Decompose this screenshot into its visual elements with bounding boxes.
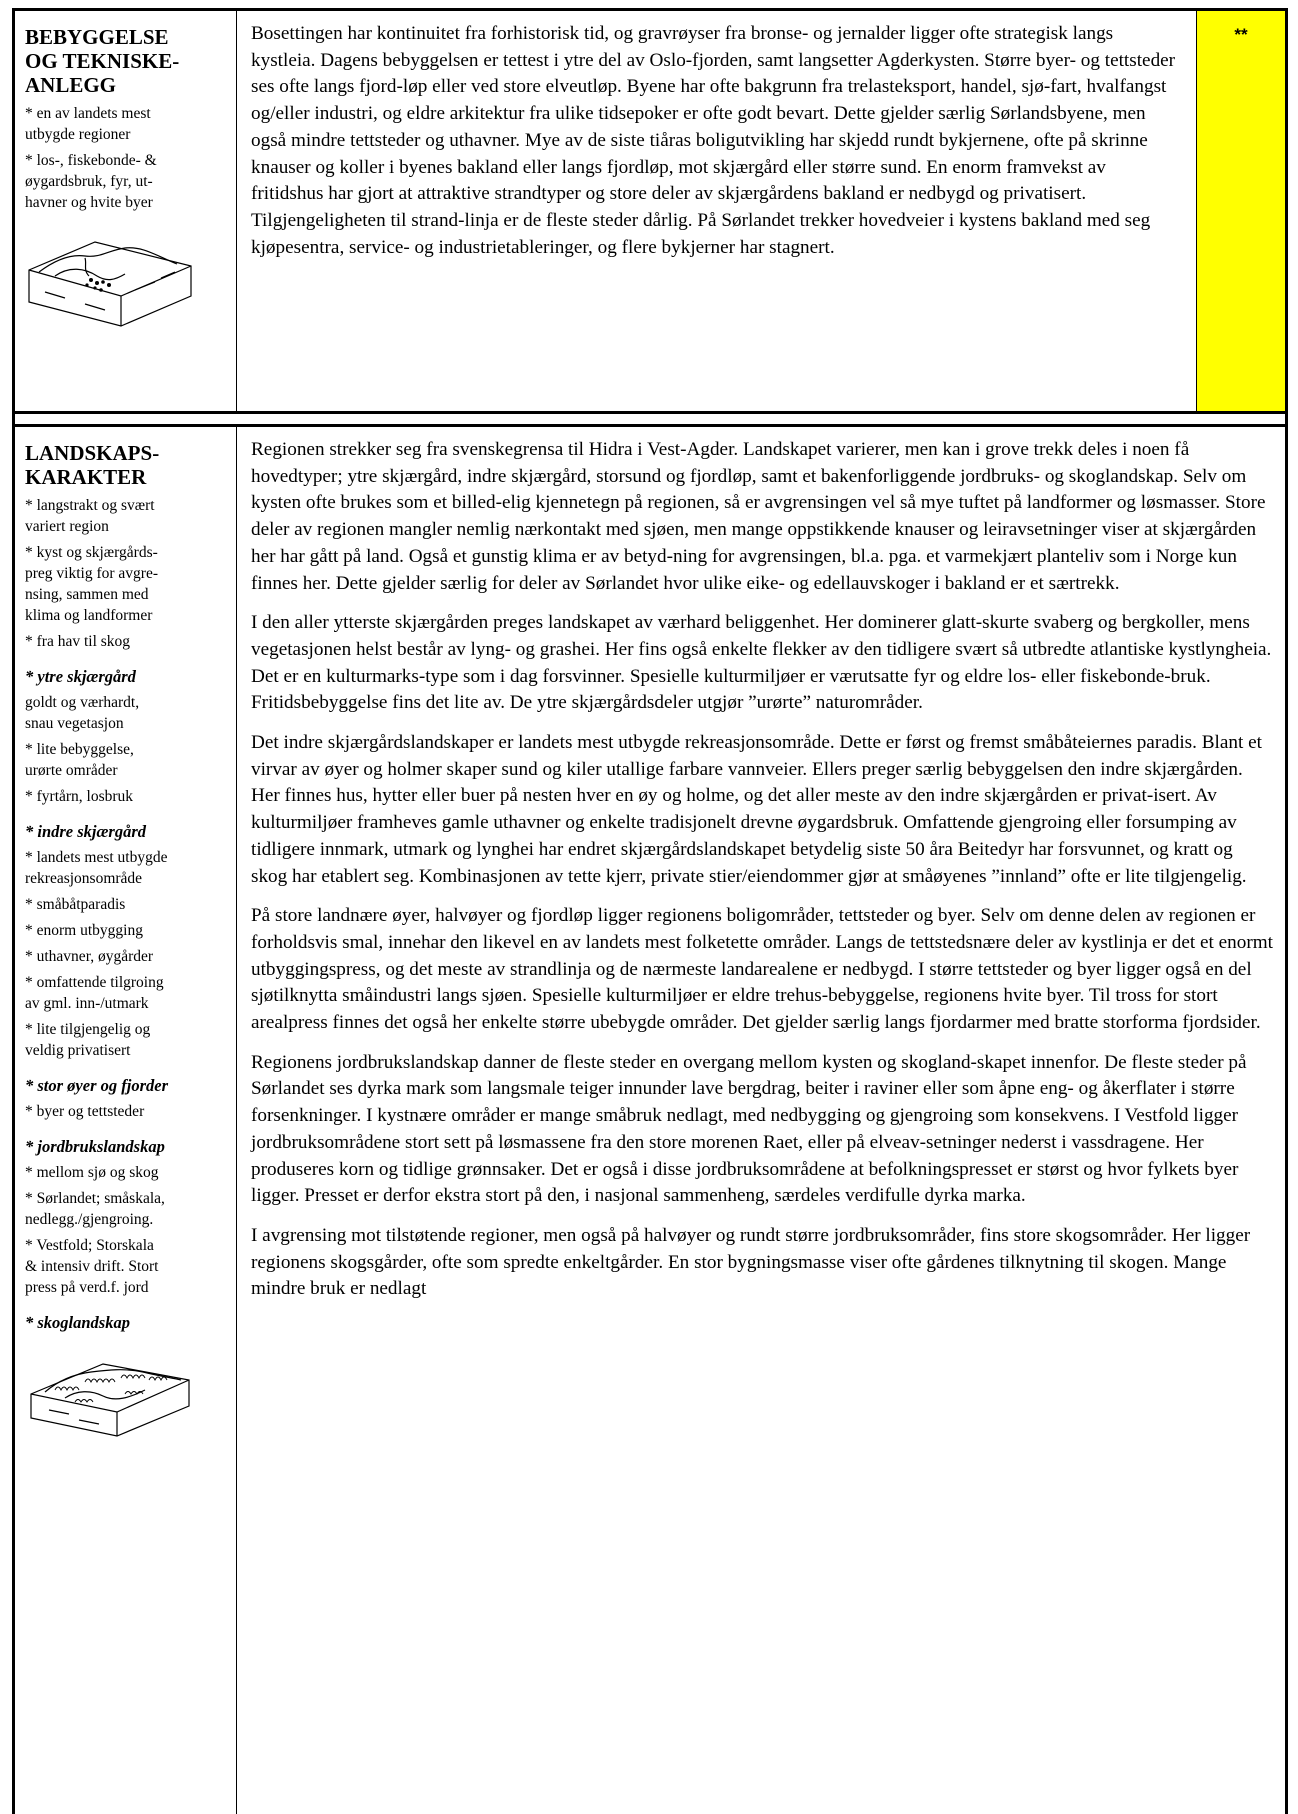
sidebar-note: * skoglandskap bbox=[25, 1313, 130, 1332]
paragraph: Bosettingen har kontinuitet fra forhistorisk tid, og gravrøyser fra bronse- og jernalder ligger ofte strategisk langs kystleia. Dagens bebyggelsen er tettest i ytre del av Oslo-fjorden, samt langsetter Agderkysten. Større byer- og tettsteder ses ofte langs fjord-løp eller ved store elveutløp. Byene har ofte bakgrunn fra trelasteksport, handel, sjø-fart, hvalfangst og/eller industri, og eldre arkitektur fra ulike tidsepoker er ofte godt bevart. Dette gjelder særlig Sørlandsbyene, men også mindre tettsteder og uthavner. Mye av de siste tiåras boligutvikling har skjedd rundt bykjernene, ofte på skrinne knauser og koller i byenes bakland eller langs fjordløp, mot skjærgård eller større sund. En enorm framvekst av fritidshus har gjort at attraktive strandtyper og store deler av skjærgårdens bakland er nedbygd og privatisert. Tilgjengeligheten til strand-linja er de fleste steder dårlig. På Sørlandet trekker hovedveier i kystens bakland med seg kjøpesentra, service- og industrietableringer, og flere bykjerner har stagnert. bbox=[251, 23, 1176, 258]
sidebar-bebyggelse bbox=[15, 11, 237, 411]
sidebar-note: * enorm utbygging bbox=[25, 922, 143, 939]
sidebar-note: * langstrakt og svært variert region bbox=[25, 497, 155, 535]
main-text-landskap bbox=[237, 427, 1285, 1814]
sidebar-note: * kyst og skjærgårds- preg viktig for avgre- nsing, sammen med klima og landformer bbox=[25, 544, 158, 624]
sidebar-note: * lite tilgjengelig og veldig privatisert bbox=[25, 1021, 151, 1059]
sidebar-note: * byer og tettsteder bbox=[25, 1103, 145, 1120]
sidebar-note: * ytre skjærgård bbox=[25, 667, 136, 686]
sidebar-note: * fyrtårn, losbruk bbox=[25, 788, 134, 805]
main-text-bebyggelse bbox=[237, 11, 1197, 411]
sidebar-note: * en av landets mest utbygde regioner bbox=[25, 105, 151, 143]
sidebar-note: * småbåtparadis bbox=[25, 896, 126, 913]
sidebar-note: * mellom sjø og skog bbox=[25, 1164, 159, 1181]
sidebar-note: * jordbrukslandskap bbox=[25, 1137, 165, 1156]
sidebar-note: * lite bebyggelse, urørte områder bbox=[25, 741, 134, 779]
sidebar-note: * stor øyer og fjorder bbox=[25, 1076, 168, 1095]
paragraph: Regionen strekker seg fra svenskegrensa til Hidra i Vest-Agder. Landskapet varierer, men kan i grove trekk deles i noen få hovedtyper; ytre skjærgård, indre skjærgård, storsund og fjordløp, samt et bakenforliggende jordbruks- og skoglandskap. Selv om kysten ofte brukes som et billed-elig kjennetegn på regionen, så er avgrensingen vel så mye tuftet på landformer og løsmasser. Store deler av regionen mangler nemlig nærkontakt med sjøen, men mange oppstikkende knauser og leiravsetninger viser at skjærgården her har gått på land. Også et gunstig klima er av betyd-ning for avgrensingen, bl.a. pga. et varmekjært planteliv som i Norge kun finnes her. Dette gjelder særlig for deler av Sørlandet hvor ulike eike- og edellauvskoger i bakland er et særtrekk. bbox=[251, 439, 1266, 594]
sidebar-note: * landets mest utbygde rekreasjonsområde bbox=[25, 849, 168, 887]
sidebar-note: * indre skjærgård bbox=[25, 822, 147, 841]
section-bebyggelse bbox=[15, 11, 1285, 414]
paragraph: Regionens jordbrukslandskap danner de fleste steder en overgang mellom kysten og skogland-skapet innenfor. De fleste steder på Sørlandet ses dyrka mark som langsmale teiger innunder lave bergdrag, beiter i raviner eller som åpne eng- og åkerflater i større forsenkninger. I kystnære områder er mange småbruk nedlagt, med nedbygging og gjengroing som konsekvens. I Vestfold ligger jordbruksområdene stort sett på løsmassene fra den store morenen Raet, eller på elveav-setninger nederst i vassdragene. Her produseres korn og tidlige grønnsaker. Det er også i disse jordbruksområdene at befolkningspresset er størst og hvor fylkets byer ligger. Presset er derfor ekstra stort på den, i nasjonal sammenheng, særdeles verdifulle dyrka marka. bbox=[251, 1051, 1247, 1207]
sidebar-note: * fra hav til skog bbox=[25, 633, 131, 650]
section-landskapskarakter bbox=[15, 424, 1285, 1814]
rating-stars: ** bbox=[1234, 25, 1248, 44]
sidebar-note: * Vestfold; Storskala & intensiv drift. Stort press på verd.f. jord bbox=[25, 1237, 159, 1296]
forest-landscape-sketch bbox=[25, 1350, 195, 1440]
paragraph: På store landnære øyer, halvøyer og fjordløp ligger regionens boligområder, tettsteder og byer. Selv om denne delen av regionen er forholdsvis smal, innehar den likevel en av landets mest folketette områder. Langs de tettstedsnære deler av kystlinja er det et enormt utbyggingspress, og det meste av strandlinja og de nærmeste landarealene er nedbygd. I større tettsteder og byer ligger også en del sjøtilknytta småindustri langs sjøen. Spesielle kulturmiljøer er eldre trehus-bebyggelse, regionens hvite byer. Til tross for stort arealpress finnes det også her enkelte større ubebygde områder. Det gjelder særlig langs fjordarmer med bratte storforma fjordsider. bbox=[251, 905, 1273, 1034]
sidebar-note: * uthavner, øygårder bbox=[25, 948, 154, 965]
coastal-settlement-sketch bbox=[25, 230, 195, 330]
section-heading: LANDSKAPS- KARAKTER bbox=[25, 441, 160, 489]
sidebar-note: * Sørlandet; småskala, nedlegg./gjengroing. bbox=[25, 1190, 165, 1228]
rating-cell bbox=[1197, 11, 1285, 411]
paragraph: I den aller ytterste skjærgården preges landskapet av værhard beliggenhet. Her dominerer glatt-skurte svaberg og bergkoller, mens vegetasjonen helst består av lyng- og grashei. Her fins også enkelte flekker av den tidligere svært så utbredte atlantiske kystlyngheia. Det er en kulturmarks-type som i dag forsvinner. Spesielle kulturmiljøer er værutsatte fyr og eldre los- eller fiskebonde-bruk. Fritidsbebyggelse fins det lite av. De ytre skjærgårdsdeler utgjør ”urørte” naturområder. bbox=[251, 612, 1272, 714]
sidebar-note: * los-, fiskebonde- & øygardsbruk, fyr, ut- havner og hvite byer bbox=[25, 152, 157, 211]
sidebar-landskap bbox=[15, 427, 237, 1814]
sidebar-note: * omfattende tilgroing av gml. inn-/utmark bbox=[25, 974, 164, 1012]
document-table bbox=[12, 8, 1288, 1814]
sidebar-note: goldt og værhardt, snau vegetasjon bbox=[25, 694, 140, 732]
paragraph: Det indre skjærgårdslandskaper er landets mest utbygde rekreasjonsområde. Dette er først og fremst småbåteiernes paradis. Blant et virvar av øyer og holmer skaper sund og kiler utallige farbare vannveier. Ellers preger særlig bebyggelsen den indre skjærgården. Her finnes hus, hytter eller buer på nesten hver en øy og holme, og det aller meste av den indre skjærgården er privat-isert. Av kulturmiljøer framheves gamle uthavner og enkelte tradisjonelt drevne øygardsbruk. Omfattende gjengroing eller forsumping av tidligere innmark, utmark og lynghei har endret skjærgårdslandskapet betydelig siste 50 åra Beitedyr har forsvunnet, og kratt og skog har etablert seg. Kombinasjonen av tette kjerr, private stier/eiendommer gjør at småøyenes ”innland” ofte er lite tilgjengelig. bbox=[251, 732, 1262, 887]
section-heading: BEBYGGELSE OG TEKNISKE- ANLEGG bbox=[25, 25, 180, 97]
paragraph: I avgrensing mot tilstøtende regioner, men også på halvøyer og rundt større jordbruksområder, fins store skogsområder. Her ligger regionens skogsgårder, ofte som spredte enkeltgårder. En stor bygningsmasse viser ofte gårdenes tilknytning til skogen. Mange mindre bruk er nedlagt bbox=[251, 1224, 1251, 1300]
